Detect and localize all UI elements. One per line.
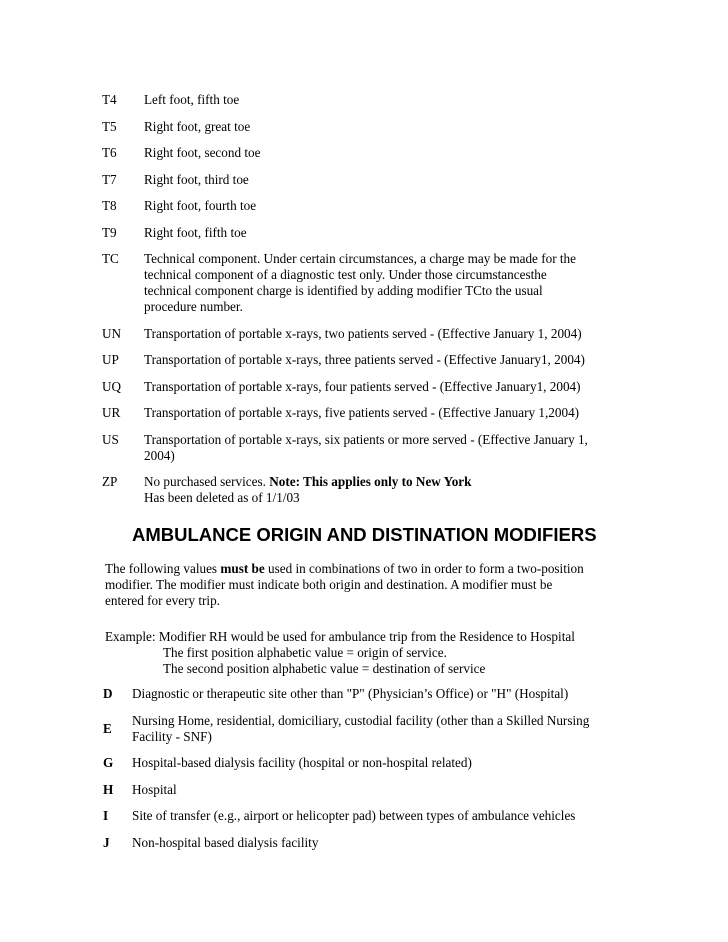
description-line: Nursing Home, residential, domiciliary, custodial facility (other than a Skilled Nursing	[132, 712, 590, 728]
description-line: Facility - SNF)	[132, 728, 212, 744]
modifier-code: T4	[102, 92, 117, 107]
modifier-description	[144, 474, 632, 506]
description-line: technical component charge is identified by adding modifier TCto the usual	[144, 283, 543, 298]
description-line: Left foot, fifth toe	[144, 92, 240, 107]
modifier-row	[102, 172, 632, 188]
location-code: J	[103, 834, 110, 850]
modifier-description	[144, 432, 632, 464]
description-line: Hospital	[132, 781, 177, 797]
description-line: Transportation of portable x-rays, six patients or more served - (Effective January 1,	[144, 431, 588, 447]
intro-emphasis: must be	[220, 561, 265, 576]
location-description	[132, 782, 643, 798]
note-text: Note: This applies only to New York	[269, 474, 472, 489]
modifier-row	[102, 432, 632, 464]
description-line: 2004)	[144, 447, 175, 463]
modifier-description	[144, 92, 632, 108]
location-code-row	[103, 835, 643, 851]
modifier-code: ZP	[102, 474, 118, 489]
modifier-row	[102, 405, 632, 421]
description-line: No purchased services.	[144, 474, 266, 489]
description-line: Technical component. Under certain circumstances, a charge may be made for the	[144, 251, 576, 266]
modifier-code: UR	[102, 405, 121, 420]
modifier-code: T7	[102, 171, 117, 187]
location-description	[132, 713, 643, 745]
location-description	[132, 835, 643, 851]
example-line: The first position alphabetic value = origin of service.	[163, 645, 447, 660]
modifier-row	[102, 326, 632, 342]
modifier-code: T5	[102, 118, 117, 134]
modifier-code: US	[102, 431, 119, 447]
modifier-description	[144, 145, 632, 161]
modifier-code: T9	[102, 224, 117, 240]
modifier-row	[102, 352, 632, 368]
location-code: E	[103, 720, 112, 736]
modifier-row	[102, 379, 632, 395]
modifier-description	[144, 251, 632, 315]
modifier-description	[144, 405, 632, 421]
description-line: technical component of a diagnostic test only. Under those circumstancesthe	[144, 267, 547, 282]
description-line: Right foot, fourth toe	[144, 198, 257, 213]
description-line: procedure number.	[144, 299, 243, 314]
intro-text: used in combinations of two in order to form a two-position	[264, 561, 584, 576]
location-code-list	[103, 686, 643, 861]
modifier-code: T6	[102, 145, 117, 160]
location-code: I	[103, 808, 109, 823]
location-description	[132, 755, 643, 771]
modifier-code: T8	[102, 198, 117, 213]
modifier-row	[102, 198, 632, 214]
location-code-row	[103, 808, 643, 824]
location-code-row	[103, 782, 643, 798]
modifier-row	[102, 92, 632, 108]
intro-text: The following values	[105, 561, 221, 576]
modifier-row	[102, 145, 632, 161]
location-description	[132, 686, 643, 702]
example-line: Example: Modifier RH would be used for ambulance trip from the Residence to Hospital	[105, 629, 575, 644]
location-code-row	[103, 755, 643, 771]
description-line: Transportation of portable x-rays, two patients served - (Effective January 1, 2004)	[144, 325, 582, 341]
description-line: Diagnostic or therapeutic site other than "P" (Physician’s Office) or "H" (Hospital)	[132, 686, 569, 701]
location-code: G	[103, 755, 114, 770]
modifier-description	[144, 326, 632, 342]
modifier-description	[144, 379, 632, 395]
description-line: Transportation of portable x-rays, five patients served - (Effective January 1,2004)	[144, 405, 580, 420]
description-line: Right foot, second toe	[144, 145, 261, 160]
intro-text: entered for every trip.	[105, 593, 220, 608]
example-line: The second position alphabetic value = destination of service	[163, 661, 486, 676]
modifier-description	[144, 352, 632, 368]
description-line: Has been deleted as of 1/1/03	[144, 490, 300, 505]
example-block	[105, 629, 645, 677]
modifier-description	[144, 225, 632, 241]
intro-paragraph	[105, 561, 625, 609]
description-line: Right foot, great toe	[144, 118, 251, 134]
intro-text: modifier. The modifier must indicate both origin and destination. A modifier must be	[105, 577, 553, 592]
description-line: Hospital-based dialysis facility (hospital or non-hospital related)	[132, 755, 472, 770]
modifier-list	[102, 92, 632, 517]
description-line: Right foot, third toe	[144, 171, 249, 187]
modifier-description	[144, 198, 632, 214]
modifier-row	[102, 251, 632, 315]
location-code: D	[103, 686, 113, 701]
location-description	[132, 808, 643, 824]
modifier-row	[102, 119, 632, 135]
location-code-row	[103, 686, 643, 702]
modifier-description	[144, 119, 632, 135]
description-line: Non-hospital based dialysis facility	[132, 834, 319, 850]
description-line: Transportation of portable x-rays, four patients served - (Effective January1, 2004)	[144, 378, 581, 394]
modifier-row	[102, 225, 632, 241]
modifier-row	[102, 474, 632, 506]
modifier-code: UP	[102, 352, 119, 367]
modifier-description	[144, 172, 632, 188]
modifier-code: UQ	[102, 378, 122, 394]
modifier-code: TC	[102, 251, 119, 266]
description-line: Site of transfer (e.g., airport or helicopter pad) between types of ambulance vehicles	[132, 808, 576, 823]
location-code: H	[103, 781, 114, 797]
section-heading: AMBULANCE ORIGIN AND DISTINATION MODIFIERS	[132, 524, 597, 545]
description-line: Transportation of portable x-rays, three patients served - (Effective January1, 2004)	[144, 352, 585, 367]
description-line: Right foot, fifth toe	[144, 224, 247, 240]
location-code-row	[103, 713, 643, 745]
modifier-code: UN	[102, 325, 122, 341]
